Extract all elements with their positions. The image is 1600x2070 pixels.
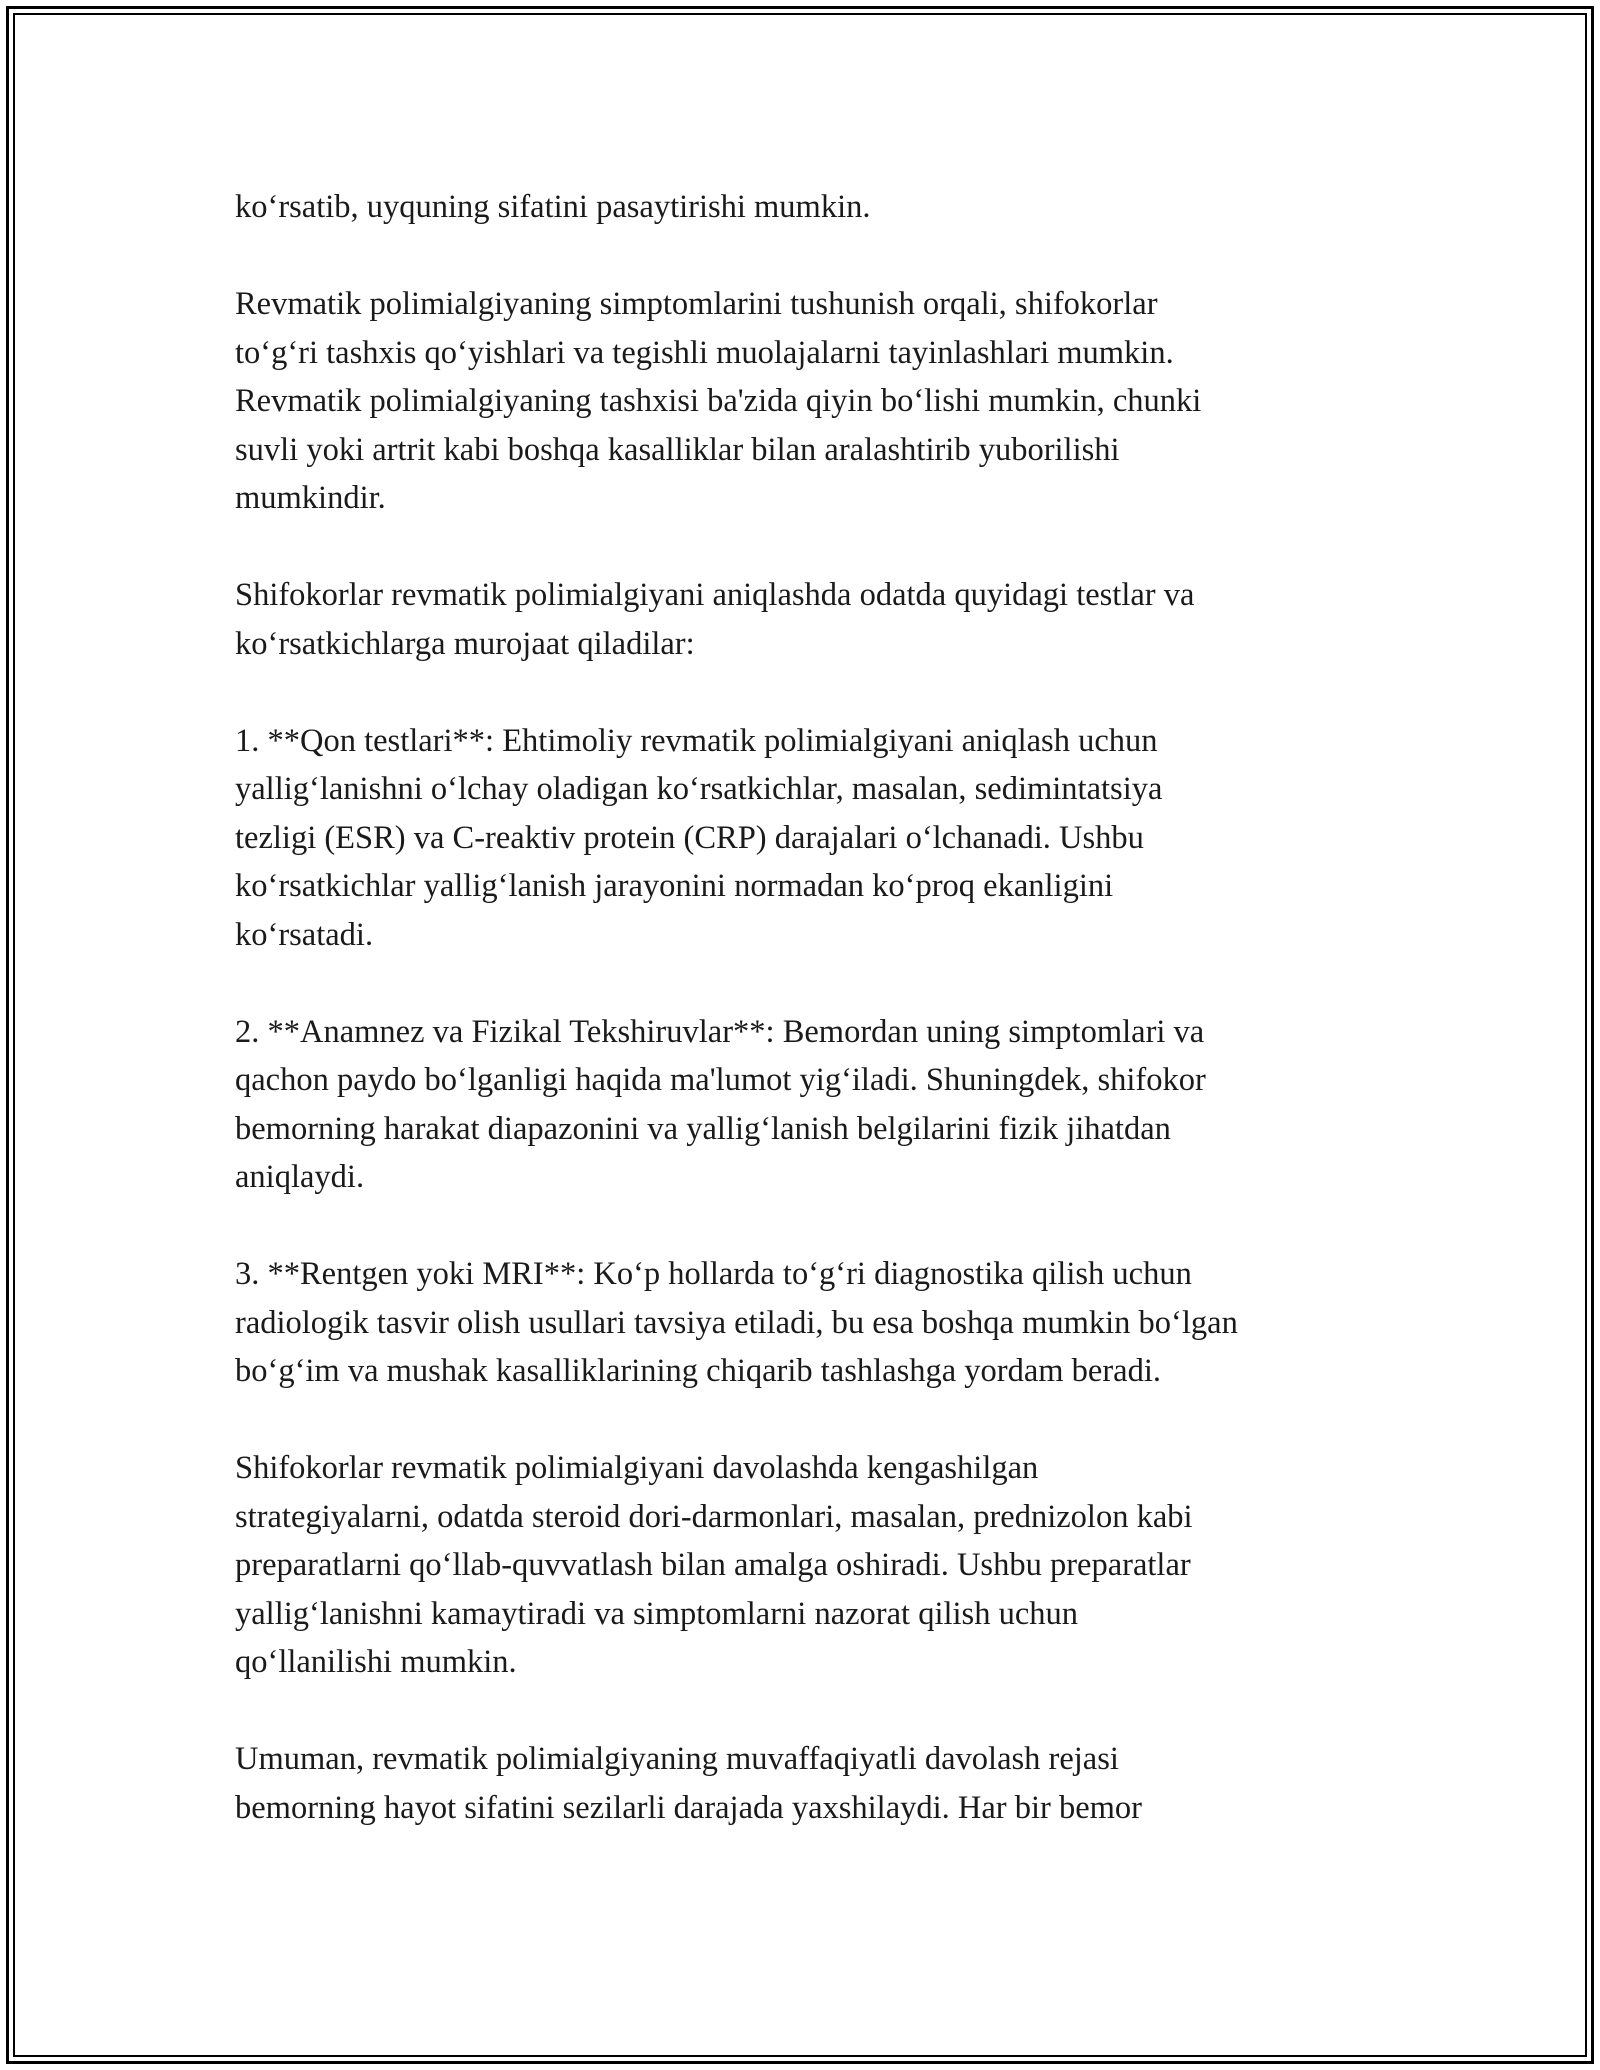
text-line: mumkindir. xyxy=(235,480,386,516)
paragraph xyxy=(235,1008,1375,1202)
text-line: yallig‘lanishni kamaytiradi va simptomlarni nazorat qilish uchun xyxy=(235,1595,1079,1632)
text-line: ko‘rsatadi. xyxy=(235,916,374,953)
text-line: bemorning harakat diapazonini va yallig‘lanish belgilarini fizik jihatdan xyxy=(235,1110,1171,1147)
text-line: bo‘g‘im va mushak kasalliklarining chiqarib tashlashga yordam beradi. xyxy=(235,1353,1161,1389)
paragraph xyxy=(235,571,1375,668)
text-line: Shifokorlar revmatik polimialgiyani aniqlashda odatda quyidagi testlar va xyxy=(235,577,1195,613)
paragraph xyxy=(235,717,1375,960)
text-line: yallig‘lanishni o‘lchay oladigan ko‘rsatkichlar, masalan, sedimintatsiya xyxy=(235,771,1163,807)
text-line: ko‘rsatib, uyquning sifatini pasaytirishi mumkin. xyxy=(235,189,871,225)
text-line: Revmatik polimialgiyaning simptomlarini tushunish orqali, shifokorlar xyxy=(235,286,1158,322)
text-line: qo‘llanilishi mumkin. xyxy=(235,1644,517,1680)
text-line: aniqlaydi. xyxy=(235,1159,365,1195)
text-line: ko‘rsatkichlarga murojaat qiladilar: xyxy=(235,625,695,662)
text-line: 3. **Rentgen yoki MRI**: Ko‘p hollarda to‘g‘ri diagnostika qilish uchun xyxy=(235,1256,1192,1292)
text-line: preparatlarni qo‘llab-quvvatlash bilan amalga oshiradi. Ushbu preparatlar xyxy=(235,1547,1191,1583)
text-line: Umuman, revmatik polimialgiyaning muvaffaqiyatli davolash rejasi xyxy=(235,1741,1119,1777)
paragraph xyxy=(235,1250,1375,1396)
text-line: Revmatik polimialgiyaning tashxisi ba'zida qiyin bo‘lishi mumkin, chunki xyxy=(235,383,1202,419)
text-line: tezligi (ESR) va C-reaktiv protein (CRP) darajalari o‘lchanadi. Ushbu xyxy=(235,819,1144,856)
paragraph xyxy=(235,1444,1375,1687)
text-line: to‘g‘ri tashxis qo‘yishlari va tegishli muolajalarni tayinlashlari mumkin. xyxy=(235,334,1174,371)
text-line: 2. **Anamnez va Fizikal Tekshiruvlar**: Bemordan uning simptomlari va xyxy=(235,1013,1205,1050)
paragraph xyxy=(235,183,1375,232)
text-line: bemorning hayot sifatini sezilarli darajada yaxshilaydi. Har bir bemor xyxy=(235,1789,1143,1826)
text-line: suvli yoki artrit kabi boshqa kasalliklar bilan aralashtirib yuborilishi xyxy=(235,431,1120,468)
paragraph xyxy=(235,280,1375,523)
text-line: qachon paydo bo‘lganligi haqida ma'lumot yig‘iladi. Shuningdek, shifokor xyxy=(235,1062,1206,1098)
text-line: 1. **Qon testlari**: Ehtimoliy revmatik polimialgiyani aniqlash uchun xyxy=(235,722,1158,759)
text-line: ko‘rsatkichlar yallig‘lanish jarayonini normadan ko‘proq ekanligini xyxy=(235,868,1114,904)
text-line: Shifokorlar revmatik polimialgiyani davolashda kengashilgan xyxy=(235,1450,1039,1486)
document-body xyxy=(235,183,1375,1881)
text-line: radiologik tasvir olish usullari tavsiya etiladi, bu esa boshqa mumkin bo‘lgan xyxy=(235,1304,1238,1341)
text-line: strategiyalarni, odatda steroid dori-darmonlari, masalan, prednizolon kabi xyxy=(235,1498,1193,1535)
paragraph xyxy=(235,1735,1375,1832)
